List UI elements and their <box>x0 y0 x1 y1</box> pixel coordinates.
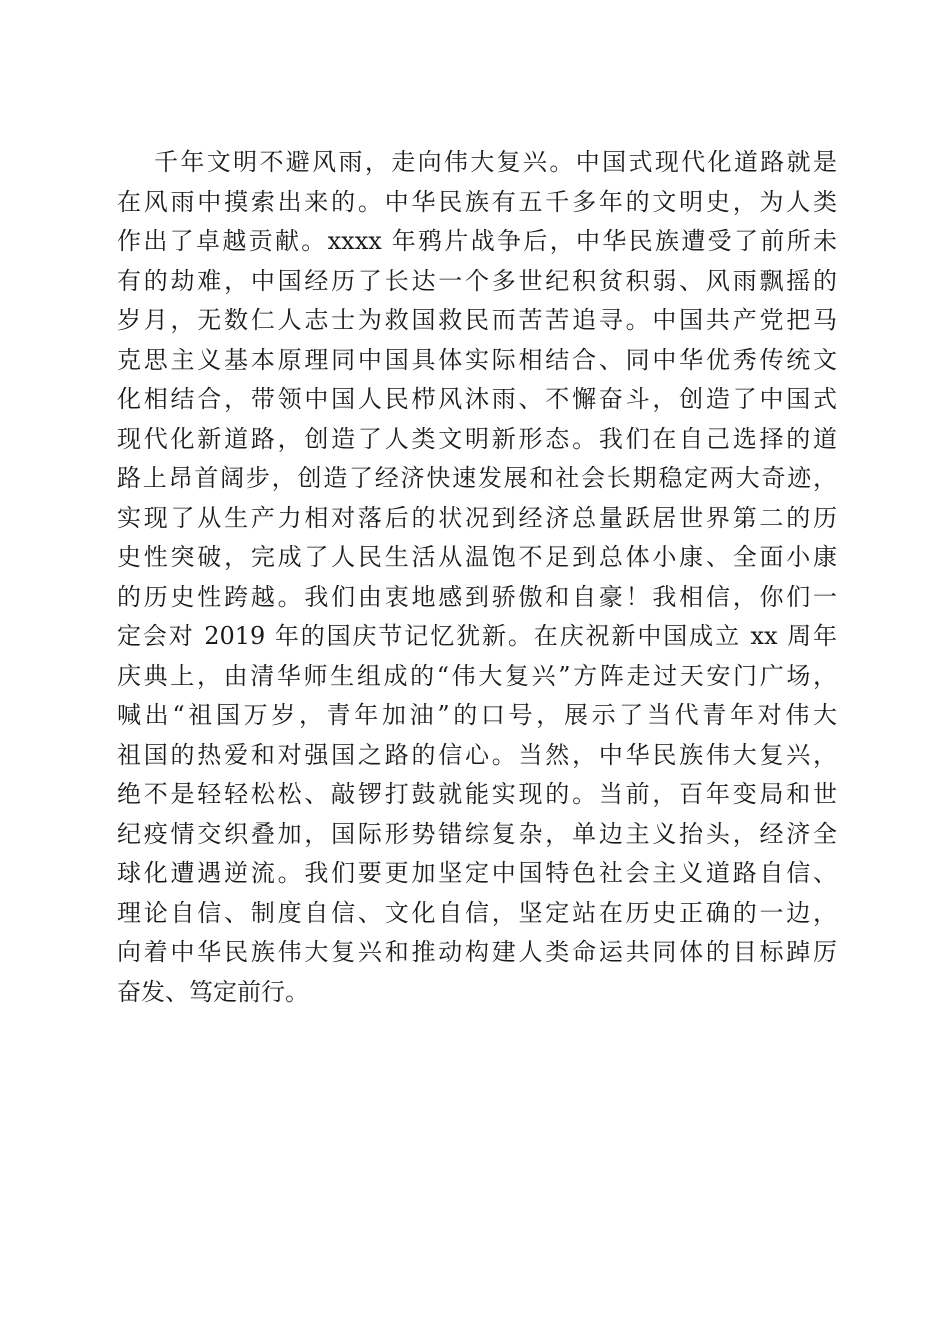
text-line: 千年文明不避风雨，走向伟大复兴。中国式现代化道路就是 <box>154 148 837 176</box>
text-line: 作出了卓越贡献。xxxx 年鸦片战争后，中华民族遭受了前所未 <box>117 227 837 255</box>
text-line: 奋发、笃定前行。 <box>117 977 309 1006</box>
text-line: 化相结合，带领中国人民栉风沐雨、不懈奋斗，创造了中国式 <box>117 385 837 413</box>
text-line: 向着中华民族伟大复兴和推动构建人类命运共同体的目标踔厉 <box>117 938 837 966</box>
text-line: 定会对 2019 年的国庆节记忆犹新。在庆祝新中国成立 xx 周年 <box>117 622 837 650</box>
text-line: 史性突破，完成了人民生活从温饱不足到总体小康、全面小康 <box>117 543 837 571</box>
text-line: 喊出“祖国万岁，青年加油”的口号，展示了当代青年对伟大 <box>117 701 837 729</box>
text-line: 路上昂首阔步，创造了经济快速发展和社会长期稳定两大奇迹， <box>117 464 837 492</box>
text-line: 克思主义基本原理同中国具体实际相结合、同中华优秀传统文 <box>117 345 837 374</box>
text-line: 有的劫难，中国经历了长达一个多世纪积贫积弱、风雨飘摇的 <box>117 266 837 295</box>
text-line: 岁月，无数仁人志士为救国救民而苦苦追寻。中国共产党把马 <box>117 306 837 334</box>
text-line: 理论自信、制度自信、文化自信，坚定站在历史正确的一边， <box>117 898 837 927</box>
text-line: 在风雨中摸索出来的。中华民族有五千多年的文明史，为人类 <box>117 187 837 216</box>
text-line: 纪疫情交织叠加，国际形势错综复杂，单边主义抬头，经济全 <box>117 819 837 848</box>
text-line: 祖国的热爱和对强国之路的信心。当然，中华民族伟大复兴， <box>117 740 837 769</box>
text-line: 绝不是轻轻松松、敲锣打鼓就能实现的。当前，百年变局和世 <box>117 780 837 808</box>
text-line: 现代化新道路，创造了人类文明新形态。我们在自己选择的道 <box>117 424 837 453</box>
text-line: 庆典上，由清华师生组成的“伟大复兴”方阵走过天安门广场， <box>117 661 837 690</box>
text-line: 球化遭遇逆流。我们要更加坚定中国特色社会主义道路自信、 <box>117 859 837 887</box>
text-line: 实现了从生产力相对落后的状况到经济总量跃居世界第二的历 <box>117 503 837 532</box>
text-line: 的历史性跨越。我们由衷地感到骄傲和自豪！我相信，你们一 <box>117 582 837 611</box>
body-paragraph <box>117 143 837 1012</box>
